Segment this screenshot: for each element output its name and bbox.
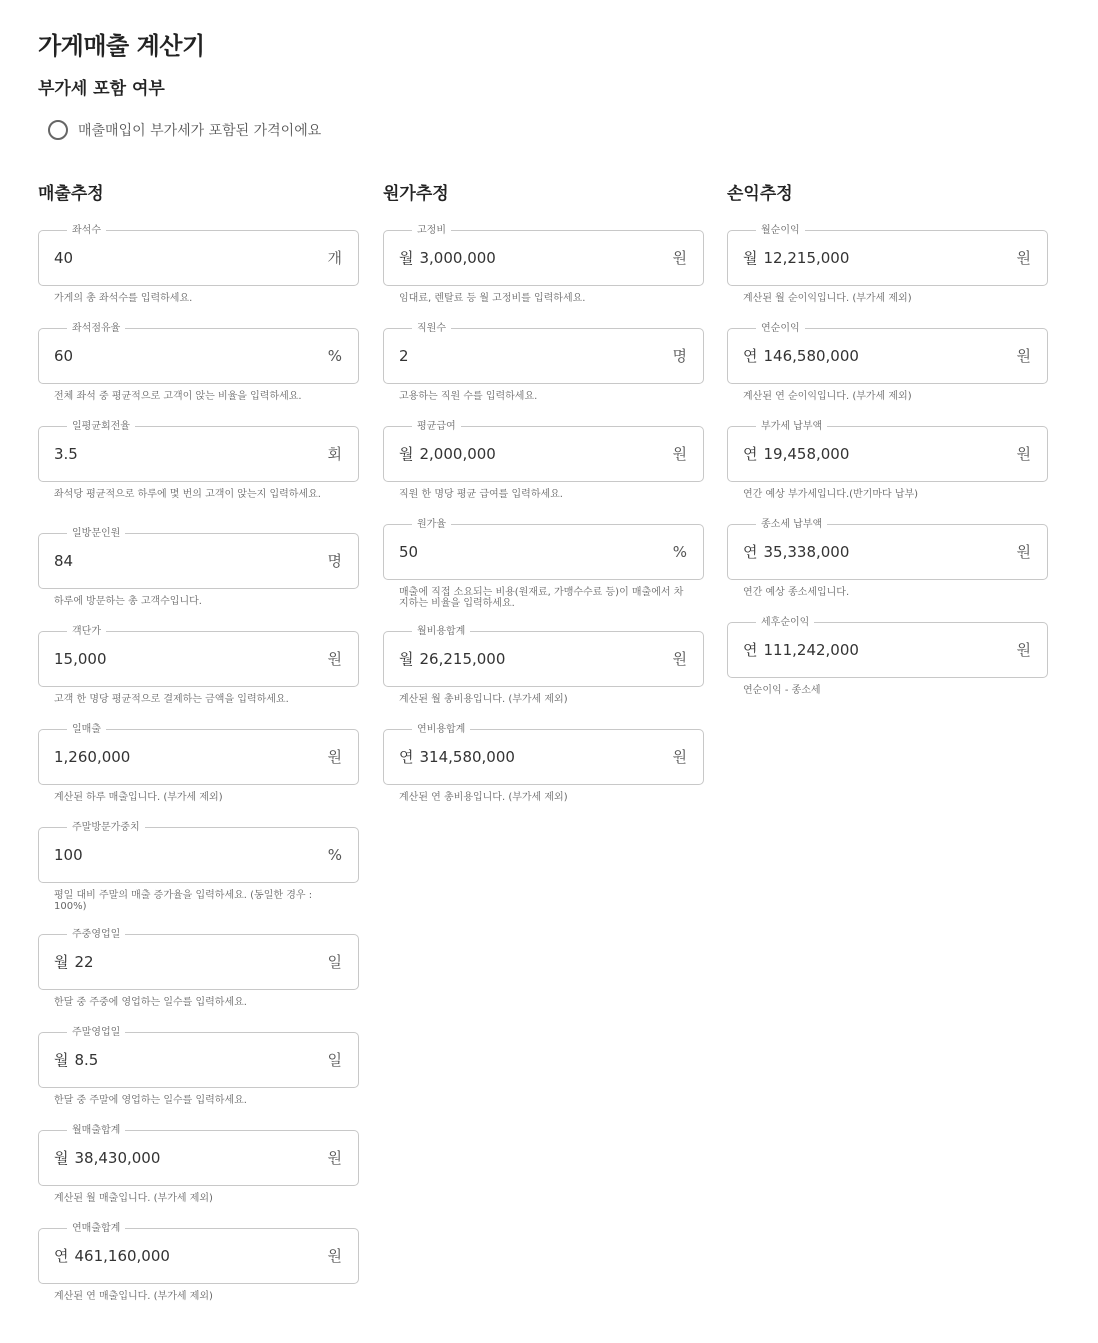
field-label: 평균급여: [412, 420, 461, 433]
field-value-text[interactable]: 19,458,000: [763, 445, 850, 463]
field-value-text[interactable]: 3,000,000: [419, 249, 496, 267]
field-helper-text: 좌석당 평균적으로 하루에 몇 번의 고객이 앉는지 입력하세요.: [54, 489, 321, 500]
daily-sales-field[interactable]: [38, 724, 359, 785]
daily-visitors-group: [38, 528, 359, 631]
field-label: 월매출합계: [67, 1124, 125, 1137]
profit-estimate-column: [727, 184, 1048, 720]
field-unit: 원: [1016, 641, 1031, 659]
cost-rate-field[interactable]: [383, 519, 704, 580]
field-value[interactable]: [54, 534, 73, 588]
field-helper-text: 전체 좌석 중 평균적으로 고객이 앉는 비율을 입력하세요.: [54, 391, 302, 402]
fixed-cost-field[interactable]: [383, 225, 704, 286]
field-prefix: 월: [399, 650, 414, 668]
field-label: 일방문인원: [67, 527, 125, 540]
annual-sales-field[interactable]: [38, 1223, 359, 1284]
cost-estimate-column: [383, 184, 704, 827]
field-unit: 원: [327, 1247, 342, 1265]
annual-profit-field[interactable]: [727, 323, 1048, 384]
field-value[interactable]: [54, 1131, 160, 1185]
field-helper-text: 계산된 연 매출입니다. (부가세 제외): [54, 1291, 213, 1302]
field-unit: 원: [327, 1149, 342, 1167]
field-value[interactable]: [399, 730, 515, 784]
field-value-text[interactable]: 100: [54, 846, 83, 864]
field-value-text[interactable]: 35,338,000: [763, 543, 850, 561]
vat-option-label: 매출매입이 부가세가 포함된 가격이에요: [78, 123, 322, 139]
page-title: 가게매출 계산기: [38, 32, 205, 60]
field-unit: 원: [1016, 445, 1031, 463]
vat-radio-button[interactable]: [48, 120, 68, 140]
field-value-text[interactable]: 1,260,000: [54, 748, 131, 766]
field-prefix: 연: [743, 641, 758, 659]
field-unit: 일: [327, 1051, 342, 1069]
weekend-days-field[interactable]: [38, 1027, 359, 1088]
field-prefix: 연: [743, 445, 758, 463]
field-unit: 회: [327, 445, 342, 463]
field-unit: 명: [327, 552, 342, 570]
field-helper-text: 한달 중 주말에 영업하는 일수를 입력하세요.: [54, 1095, 247, 1106]
field-helper-text: 직원 한 명당 평균 급여를 입력하세요.: [399, 489, 563, 500]
avg-spend-group: [38, 626, 359, 729]
field-label: 월비용합계: [412, 625, 470, 638]
monthly-profit-group: [727, 225, 1048, 328]
field-unit: 원: [1016, 249, 1031, 267]
field-label: 직원수: [412, 322, 451, 335]
annual-sales-group: [38, 1223, 359, 1326]
income-tax-group: [727, 519, 1048, 622]
field-value-text[interactable]: 314,580,000: [419, 748, 515, 766]
field-helper-text: 계산된 월 순이익입니다. (부가세 제외): [743, 293, 912, 304]
field-unit: 원: [672, 445, 687, 463]
field-unit: 원: [672, 650, 687, 668]
field-prefix: 월: [54, 1051, 69, 1069]
weekend-weight-group: [38, 822, 359, 934]
weekend-days-group: [38, 1027, 359, 1130]
staff-count-field[interactable]: [383, 323, 704, 384]
field-value-text[interactable]: 146,580,000: [763, 347, 859, 365]
field-prefix: 월: [54, 1149, 69, 1167]
field-unit: 원: [327, 650, 342, 668]
field-value[interactable]: [743, 623, 859, 677]
field-prefix: 월: [399, 249, 414, 267]
field-value[interactable]: [743, 525, 849, 579]
monthly-sales-field[interactable]: [38, 1125, 359, 1186]
turnover-rate-group: [38, 421, 359, 533]
field-helper-text: 계산된 하루 매출입니다. (부가세 제외): [54, 792, 223, 803]
field-label: 연비용합계: [412, 723, 470, 736]
seat-count-group: [38, 225, 359, 328]
field-value-text[interactable]: 2: [399, 347, 409, 365]
avg-spend-field[interactable]: [38, 626, 359, 687]
field-helper-text: 평일 대비 주말의 매출 증가율을 입력하세요. (동일한 경우 : 100%): [54, 890, 313, 912]
field-value-text[interactable]: 461,160,000: [74, 1247, 170, 1265]
daily-sales-group: [38, 724, 359, 827]
field-value[interactable]: [743, 329, 859, 383]
field-value[interactable]: [54, 935, 94, 989]
field-value[interactable]: [54, 329, 73, 383]
field-value-text[interactable]: 22: [74, 953, 94, 971]
weekday-days-group: [38, 929, 359, 1032]
field-value-text[interactable]: 50: [399, 543, 419, 561]
field-value[interactable]: [399, 329, 409, 383]
field-value[interactable]: [399, 427, 496, 481]
sales-estimate-heading: 매출추정: [38, 184, 104, 204]
field-value[interactable]: [399, 231, 496, 285]
after-tax-profit-field[interactable]: [727, 617, 1048, 678]
field-label: 부가세 납부액: [756, 420, 827, 433]
field-unit: 원: [327, 748, 342, 766]
field-helper-text: 가게의 총 좌석수를 입력하세요.: [54, 293, 193, 304]
field-unit: 명: [672, 347, 687, 365]
field-prefix: 연: [54, 1247, 69, 1265]
field-helper-text: 매출에 직접 소요되는 비용(원재료, 가맹수수료 등)이 매출에서 차지하는 비율을 입력하세요.: [399, 587, 684, 609]
field-unit: 개: [327, 249, 342, 267]
field-unit: 원: [672, 748, 687, 766]
field-value[interactable]: [54, 1033, 98, 1087]
field-label: 종소세 납부액: [756, 518, 827, 531]
sales-estimate-column: [38, 184, 359, 1326]
field-value-text[interactable]: 26,215,000: [419, 650, 506, 668]
field-label: 세후순이익: [756, 616, 814, 629]
vat-payment-field[interactable]: [727, 421, 1048, 482]
field-label: 객단가: [67, 625, 106, 638]
field-unit: 원: [1016, 347, 1031, 365]
field-label: 연순이익: [756, 322, 805, 335]
field-label: 좌석수: [67, 224, 106, 237]
field-unit: %: [327, 347, 342, 365]
vat-option[interactable]: [48, 120, 321, 140]
field-unit: %: [672, 543, 687, 561]
field-label: 원가율: [412, 518, 451, 531]
field-value-text[interactable]: 8.5: [74, 1051, 99, 1069]
field-helper-text: 계산된 연 순이익입니다. (부가세 제외): [743, 391, 912, 402]
cost-rate-group: [383, 519, 704, 631]
field-value[interactable]: [399, 632, 505, 686]
field-prefix: 월: [399, 445, 414, 463]
field-helper-text: 연간 예상 부가세입니다.(반기마다 납부): [743, 489, 919, 500]
occupancy-rate-group: [38, 323, 359, 426]
monthly-cost-group: [383, 626, 704, 729]
field-value-text[interactable]: 2,000,000: [419, 445, 496, 463]
field-helper-text: 계산된 월 매출입니다. (부가세 제외): [54, 1193, 213, 1204]
annual-profit-group: [727, 323, 1048, 426]
monthly-cost-field[interactable]: [383, 626, 704, 687]
field-value[interactable]: [743, 427, 849, 481]
field-label: 주중영업일: [67, 928, 125, 941]
field-prefix: 월: [54, 953, 69, 971]
field-unit: 원: [1016, 543, 1031, 561]
field-value[interactable]: [54, 828, 83, 882]
profit-estimate-heading: 손익추정: [727, 184, 793, 204]
vat-payment-group: [727, 421, 1048, 524]
field-value-text[interactable]: 3.5: [54, 445, 78, 463]
fixed-cost-group: [383, 225, 704, 328]
field-label: 좌석점유율: [67, 322, 125, 335]
field-value[interactable]: [399, 525, 418, 579]
field-unit: %: [327, 846, 342, 864]
field-unit: 원: [672, 249, 687, 267]
avg-salary-group: [383, 421, 704, 524]
field-value-text[interactable]: 40: [54, 249, 74, 267]
income-tax-field[interactable]: [727, 519, 1048, 580]
field-prefix: 연: [743, 347, 758, 365]
field-value[interactable]: [54, 632, 107, 686]
avg-salary-field[interactable]: [383, 421, 704, 482]
field-prefix: 연: [743, 543, 758, 561]
field-value-text[interactable]: 84: [54, 552, 74, 570]
field-helper-text: 고객 한 명당 평균적으로 결제하는 금액을 입력하세요.: [54, 694, 289, 705]
field-value-text[interactable]: 60: [54, 347, 74, 365]
turnover-rate-field[interactable]: [38, 421, 359, 482]
seat-count-field[interactable]: [38, 225, 359, 286]
weekend-weight-field[interactable]: [38, 822, 359, 883]
occupancy-rate-field[interactable]: [38, 323, 359, 384]
field-helper-text: 임대료, 렌탈료 등 월 고정비를 입력하세요.: [399, 293, 586, 304]
monthly-sales-group: [38, 1125, 359, 1228]
field-helper-text: 연간 예상 종소세입니다.: [743, 587, 850, 598]
field-label: 연매출합계: [67, 1222, 125, 1235]
field-unit: 일: [327, 953, 342, 971]
field-prefix: 월: [743, 249, 758, 267]
vat-section-title: 부가세 포함 여부: [38, 79, 165, 99]
field-prefix: 연: [399, 748, 414, 766]
field-value[interactable]: [54, 427, 78, 481]
daily-visitors-field[interactable]: [38, 528, 359, 589]
field-value-text[interactable]: 38,430,000: [74, 1149, 161, 1167]
cost-estimate-heading: 원가추정: [383, 184, 449, 204]
weekday-days-field[interactable]: [38, 929, 359, 990]
field-helper-text: 한달 중 주중에 영업하는 일수를 입력하세요.: [54, 997, 247, 1008]
field-helper-text: 계산된 연 총비용입니다. (부가세 제외): [399, 792, 568, 803]
field-label: 주말방문가중치: [67, 821, 145, 834]
annual-cost-group: [383, 724, 704, 827]
field-label: 월순이익: [756, 224, 805, 237]
field-helper-text: 하루에 방문하는 총 고객수입니다.: [54, 596, 202, 607]
field-value[interactable]: [54, 231, 73, 285]
staff-count-group: [383, 323, 704, 426]
field-value-text[interactable]: 15,000: [54, 650, 107, 668]
field-label: 일평균회전율: [67, 420, 135, 433]
annual-cost-field[interactable]: [383, 724, 704, 785]
monthly-profit-field[interactable]: [727, 225, 1048, 286]
field-helper-text: 고용하는 직원 수를 입력하세요.: [399, 391, 538, 402]
field-value[interactable]: [54, 730, 130, 784]
field-value-text[interactable]: 12,215,000: [763, 249, 850, 267]
field-helper-text: 연순이익 - 종소세: [743, 685, 821, 696]
field-label: 주말영업일: [67, 1026, 125, 1039]
field-label: 고정비: [412, 224, 451, 237]
field-value[interactable]: [54, 1229, 170, 1283]
field-value[interactable]: [743, 231, 849, 285]
field-value-text[interactable]: 111,242,000: [763, 641, 859, 659]
after-tax-profit-group: [727, 617, 1048, 720]
field-helper-text: 계산된 월 총비용입니다. (부가세 제외): [399, 694, 568, 705]
field-label: 일매출: [67, 723, 106, 736]
